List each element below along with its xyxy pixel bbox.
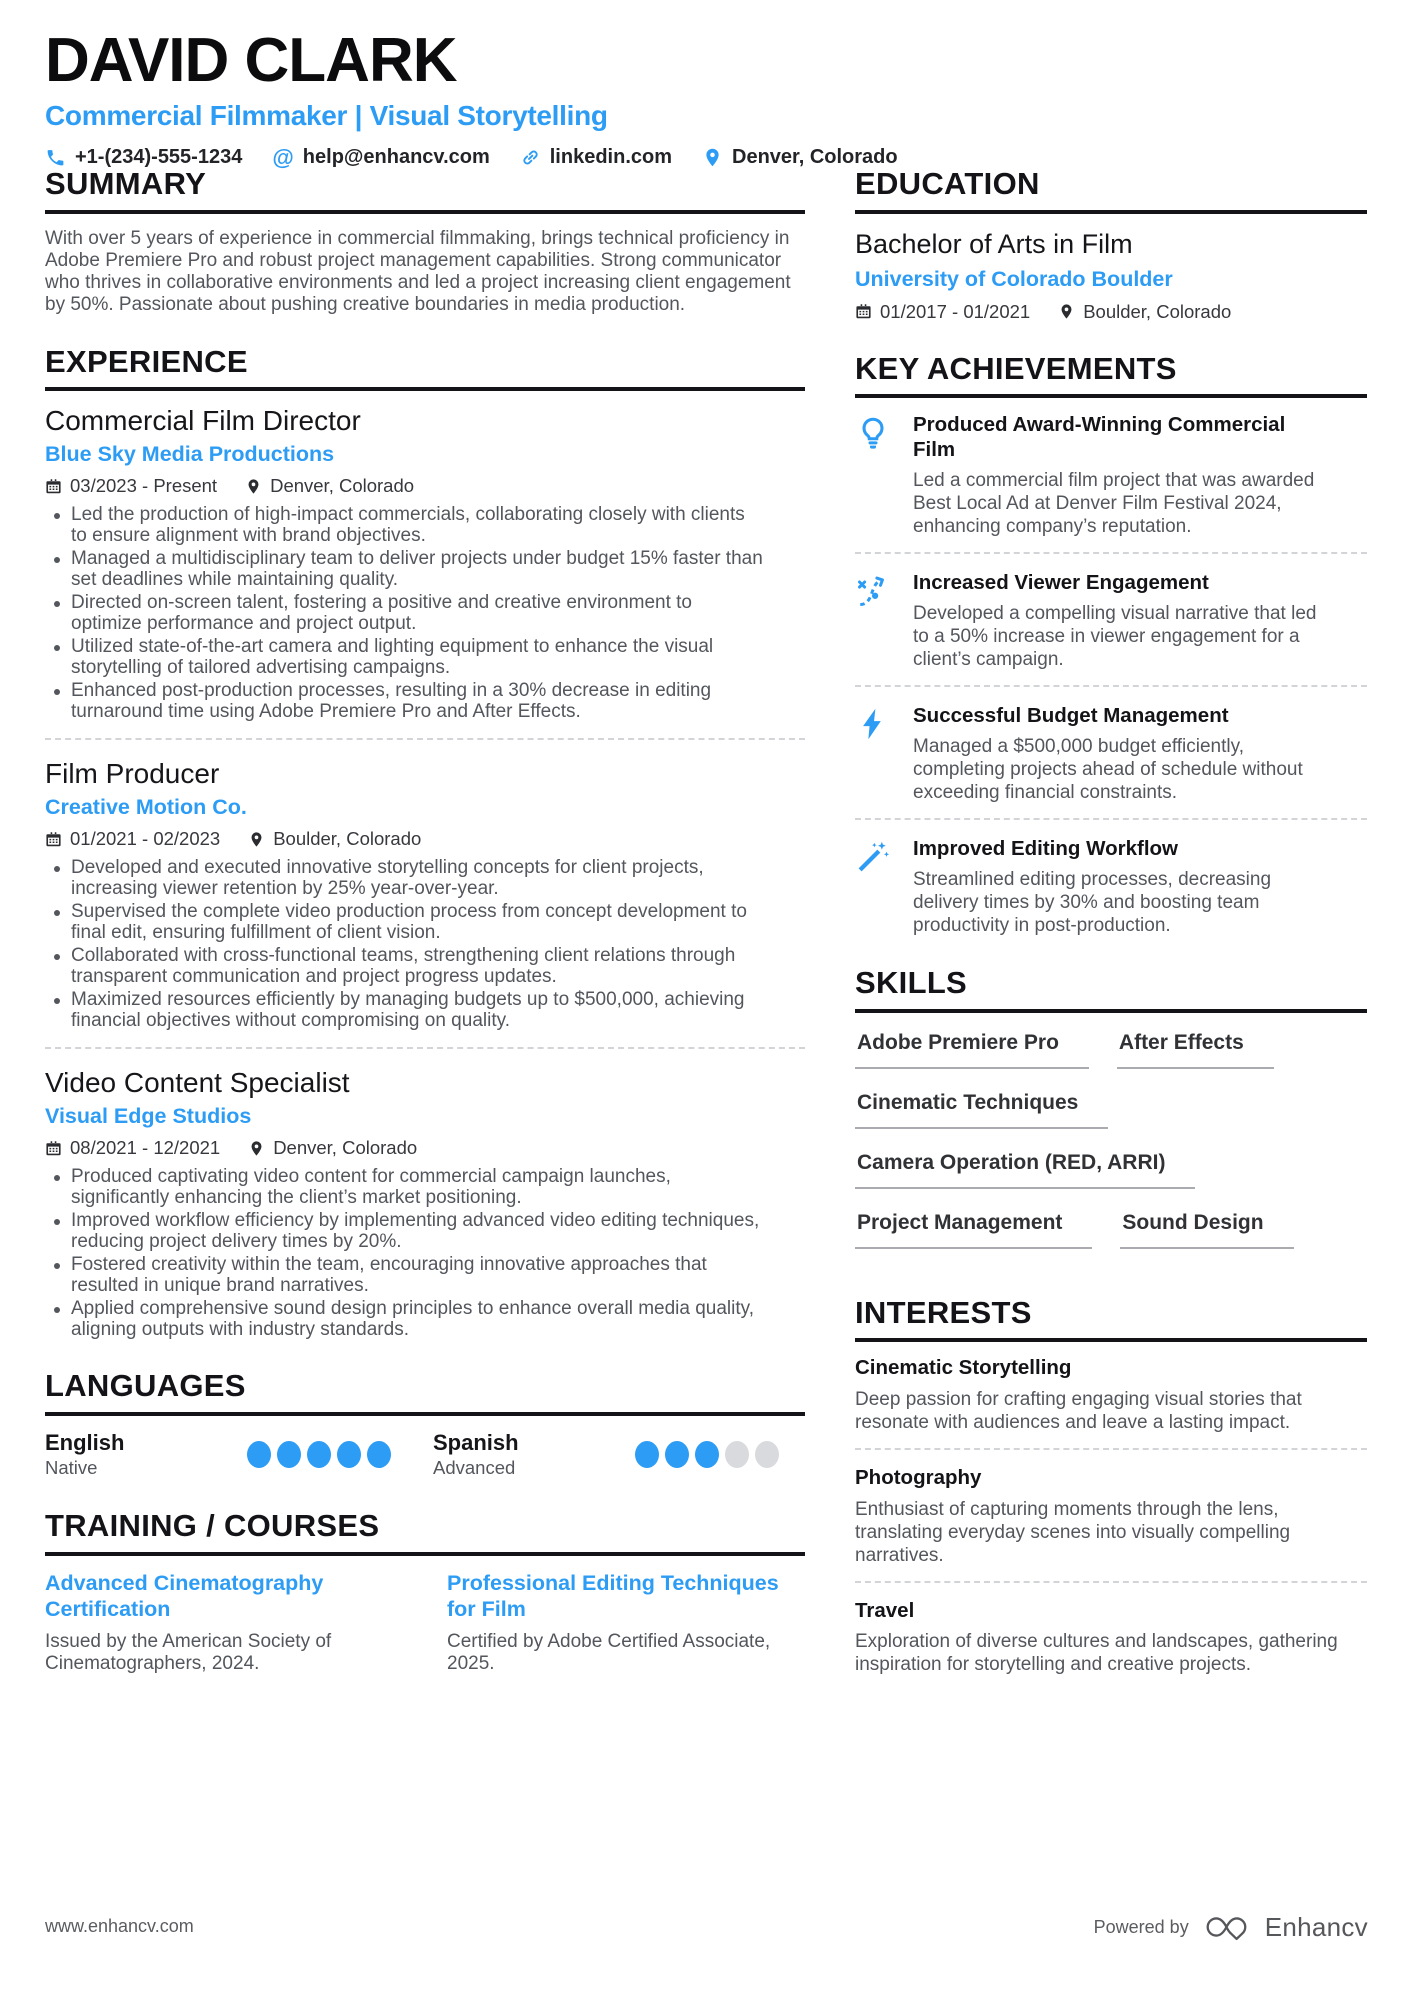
job-bullet: Developed and executed innovative storytelling concepts for client projects, increasing viewer retention by 25% year-over-year. bbox=[45, 858, 763, 899]
calendar-icon bbox=[45, 831, 62, 848]
education-location-text: Boulder, Colorado bbox=[1083, 300, 1232, 322]
language-item bbox=[433, 1430, 805, 1480]
training-item bbox=[447, 1570, 805, 1676]
skills-section bbox=[855, 967, 1367, 1267]
job-dates bbox=[45, 1137, 220, 1159]
languages-section bbox=[45, 1370, 805, 1480]
training-item bbox=[45, 1570, 403, 1676]
brand-name: Enhancv bbox=[1264, 1911, 1368, 1942]
education-school: University of Colorado Boulder bbox=[855, 266, 1173, 291]
summary-text: With over 5 years of experience in commercial filmmaking, brings technical proficiency in Adobe Premiere Pro and robust project management capabilities. Strong communicator who thrives in collaborative environments and led a project increasing client engagement by 50%. Passionate about pushing creative boundaries in media production. bbox=[45, 227, 791, 315]
achievement-description: Developed a compelling visual narrative that led to a 50% increase in viewer engagement for a client’s campaign. bbox=[913, 603, 1317, 671]
education-location bbox=[1058, 301, 1231, 323]
job-dates-text: 01/2021 - 02/2023 bbox=[70, 828, 221, 850]
contact-email-text: help@enhancv.com bbox=[302, 146, 490, 168]
contact-link[interactable] bbox=[520, 146, 672, 169]
interests-heading: INTERESTS bbox=[855, 1297, 1367, 1343]
interest-description: Enthusiast of capturing moments through the lens, translating everyday scenes into visually compelling narratives. bbox=[855, 1498, 1291, 1566]
job-bullet: Led the production of high-impact commercials, collaborating closely with clients to ensure alignment with brand objectives. bbox=[45, 505, 763, 546]
job-bullet: Improved workflow efficiency by implementing advanced video editing techniques, reducing project delivery times by 20%. bbox=[45, 1211, 763, 1252]
location-pin-icon bbox=[248, 831, 265, 848]
skill-item: After Effects bbox=[1117, 1027, 1274, 1069]
job-divider bbox=[45, 738, 805, 740]
achievement-item bbox=[855, 703, 1367, 804]
job-meta bbox=[45, 475, 805, 497]
job-bullet: Applied comprehensive sound design principles to enhance overall media quality, aligning outputs with industry standards. bbox=[45, 1299, 763, 1340]
interest-description: Deep passion for crafting engaging visual stories that resonate with audiences and leave a lasting impact. bbox=[855, 1388, 1302, 1433]
location-pin-icon bbox=[702, 147, 723, 168]
training-heading: TRAINING / COURSES bbox=[45, 1510, 805, 1556]
job-bullet: Fostered creativity within the team, encouraging innovative approaches that resulted in unique brand narratives. bbox=[45, 1255, 763, 1296]
job-location-text: Denver, Colorado bbox=[273, 1137, 418, 1159]
level-dot-filled bbox=[337, 1441, 361, 1468]
job-title: Film Producer bbox=[45, 758, 220, 790]
language-labels bbox=[45, 1430, 124, 1480]
job-dates-text: 03/2023 - Present bbox=[70, 475, 218, 497]
language-level: Native bbox=[45, 1456, 98, 1478]
education-dates bbox=[855, 301, 1030, 323]
education-dates-text: 01/2017 - 01/2021 bbox=[880, 300, 1031, 322]
skill-item: Sound Design bbox=[1120, 1207, 1293, 1249]
languages-heading: LANGUAGES bbox=[45, 1370, 805, 1416]
achievement-item bbox=[855, 412, 1367, 538]
achievement-item bbox=[855, 570, 1367, 671]
interests-section bbox=[855, 1294, 1367, 1676]
level-dot-empty bbox=[755, 1441, 779, 1468]
lightbulb-icon bbox=[855, 412, 891, 452]
achievement-title: Increased Viewer Engagement bbox=[913, 571, 1209, 595]
job-bullets bbox=[45, 1167, 805, 1340]
at-icon: @ bbox=[272, 144, 294, 170]
level-dot-filled bbox=[307, 1441, 331, 1468]
job-bullet: Produced captivating video content for commercial campaign launches, significantly enhancing the client’s market positioning. bbox=[45, 1167, 763, 1208]
job-bullet: Supervised the complete video production process from concept development to final edit, ensuring fulfillment of client vision. bbox=[45, 902, 763, 943]
level-dot-filled bbox=[367, 1441, 391, 1468]
job-divider bbox=[45, 1047, 805, 1049]
language-labels bbox=[433, 1430, 519, 1480]
training-title: Professional Editing Techniques for Film bbox=[447, 1570, 779, 1622]
job-location bbox=[248, 1137, 417, 1159]
skills-heading: SKILLS bbox=[855, 967, 1367, 1013]
language-name: English bbox=[45, 1429, 125, 1455]
language-item bbox=[45, 1430, 417, 1480]
job-dates bbox=[45, 475, 217, 497]
achievements-heading: KEY ACHIEVEMENTS bbox=[855, 353, 1367, 399]
achievement-body bbox=[913, 836, 1333, 937]
footer-branding bbox=[1094, 1911, 1368, 1943]
achievements-section bbox=[855, 350, 1367, 938]
interest-item bbox=[855, 1466, 1367, 1567]
job-company: Blue Sky Media Productions bbox=[45, 442, 335, 467]
language-level: Advanced bbox=[433, 1456, 516, 1478]
link-icon bbox=[520, 147, 541, 168]
achievement-title: Improved Editing Workflow bbox=[913, 837, 1178, 861]
language-name: Spanish bbox=[433, 1429, 519, 1455]
candidate-title: Commercial Filmmaker | Visual Storytelling bbox=[45, 100, 608, 131]
education-section bbox=[855, 168, 1367, 323]
education-degree: Bachelor of Arts in Film bbox=[855, 228, 1133, 259]
phone-icon bbox=[45, 147, 66, 168]
skill-item: Cinematic Techniques bbox=[855, 1087, 1108, 1129]
job-title: Video Content Specialist bbox=[45, 1067, 350, 1099]
skill-item: Project Management bbox=[855, 1207, 1092, 1249]
job-bullet: Directed on-screen talent, fostering a positive and creative environment to optimize performance and project output. bbox=[45, 593, 763, 634]
skill-item: Camera Operation (RED, ARRI) bbox=[855, 1147, 1195, 1189]
achievement-title: Successful Budget Management bbox=[913, 704, 1229, 728]
language-level-dots bbox=[247, 1441, 391, 1468]
job-bullet: Maximized resources efficiently by managing budgets up to $500,000, achieving financial objectives without compromising on quality. bbox=[45, 990, 763, 1031]
candidate-name: DAVID CLARK bbox=[45, 26, 457, 95]
contact-phone-text: +1-(234)-555-1234 bbox=[75, 146, 243, 168]
calendar-icon bbox=[45, 478, 62, 495]
interest-divider bbox=[855, 1581, 1367, 1583]
achievement-item bbox=[855, 836, 1367, 937]
lightning-icon bbox=[855, 703, 891, 743]
contact-link-text: linkedin.com bbox=[549, 146, 672, 168]
job-meta bbox=[45, 1137, 805, 1159]
level-dot-filled bbox=[695, 1441, 719, 1468]
training-title: Advanced Cinematography Certification bbox=[45, 1570, 324, 1622]
job-bullet: Managed a multidisciplinary team to deliver projects under budget 15% faster than set deadlines while maintaining quality. bbox=[45, 549, 763, 590]
summary-heading: SUMMARY bbox=[45, 168, 805, 214]
achievement-body bbox=[913, 570, 1333, 671]
job-bullet: Utilized state-of-the-art camera and lighting equipment to enhance the visual storytelling of tailored advertising campaigns. bbox=[45, 637, 763, 678]
powered-by-label: Powered by bbox=[1093, 1916, 1189, 1937]
job-bullet: Enhanced post-production processes, resulting in a 30% decrease in editing turnaround time using Adobe Premiere Pro and After Effects. bbox=[45, 681, 763, 722]
achievement-divider bbox=[855, 685, 1367, 687]
job-title: Commercial Film Director bbox=[45, 405, 361, 437]
achievement-title: Produced Award-Winning Commercial Film bbox=[913, 413, 1286, 462]
location-pin-icon bbox=[245, 478, 262, 495]
experience-section bbox=[45, 343, 805, 1341]
job-entry bbox=[45, 405, 805, 722]
interest-description: Exploration of diverse cultures and landscapes, gathering inspiration for storytelling and creative projects. bbox=[855, 1631, 1338, 1676]
enhancv-logo-icon bbox=[1203, 1911, 1251, 1943]
interest-item bbox=[855, 1356, 1367, 1434]
job-dates bbox=[45, 828, 220, 850]
achievement-description: Led a commercial film project that was awarded Best Local Ad at Denver Film Festival 2024, enhancing company’s reputation. bbox=[913, 470, 1315, 538]
calendar-icon bbox=[855, 303, 872, 320]
job-dates-text: 08/2021 - 12/2021 bbox=[70, 1137, 221, 1159]
trajectory-icon bbox=[855, 570, 891, 610]
contact-row bbox=[45, 146, 1367, 169]
left-column bbox=[45, 168, 805, 1675]
experience-heading: EXPERIENCE bbox=[45, 346, 805, 392]
achievement-description: Streamlined editing processes, decreasing delivery times by 30% and boosting team productivity in post-production. bbox=[913, 869, 1272, 937]
job-location bbox=[245, 475, 414, 497]
interest-divider bbox=[855, 1448, 1367, 1450]
header bbox=[45, 26, 1367, 170]
level-dot-filled bbox=[665, 1441, 689, 1468]
job-meta bbox=[45, 828, 805, 850]
education-meta bbox=[855, 301, 1367, 323]
footer-website[interactable]: www.enhancv.com bbox=[45, 1916, 194, 1936]
location-pin-icon bbox=[248, 1140, 265, 1157]
contact-email[interactable] bbox=[272, 146, 489, 169]
interest-title: Travel bbox=[855, 1598, 915, 1622]
job-location bbox=[248, 828, 421, 850]
job-bullets bbox=[45, 858, 805, 1031]
achievement-body bbox=[913, 703, 1333, 804]
job-bullets bbox=[45, 505, 805, 722]
achievement-divider bbox=[855, 818, 1367, 820]
level-dot-empty bbox=[725, 1441, 749, 1468]
location-pin-icon bbox=[1058, 303, 1075, 320]
interest-title: Photography bbox=[855, 1465, 982, 1489]
skills-list bbox=[855, 1027, 1367, 1267]
job-bullet: Collaborated with cross-functional teams, strengthening client relations through transparent communication and project progress updates. bbox=[45, 946, 763, 987]
skill-item: Adobe Premiere Pro bbox=[855, 1027, 1089, 1069]
summary-section bbox=[45, 168, 805, 316]
interest-item bbox=[855, 1599, 1367, 1677]
languages-row bbox=[45, 1430, 805, 1480]
level-dot-filled bbox=[247, 1441, 271, 1468]
wand-icon bbox=[855, 836, 891, 876]
job-entry bbox=[45, 758, 805, 1031]
level-dot-filled bbox=[277, 1441, 301, 1468]
language-level-dots bbox=[635, 1441, 779, 1468]
job-company: Visual Edge Studios bbox=[45, 1104, 252, 1129]
achievement-description: Managed a $500,000 budget efficiently, completing projects ahead of schedule without exceeding financial constraints. bbox=[913, 736, 1303, 804]
education-heading: EDUCATION bbox=[855, 168, 1367, 214]
right-column bbox=[855, 168, 1367, 1676]
achievement-body bbox=[913, 412, 1333, 538]
training-row bbox=[45, 1570, 805, 1676]
achievement-divider bbox=[855, 552, 1367, 554]
training-description: Issued by the American Society of Cinematographers, 2024. bbox=[45, 1631, 332, 1675]
calendar-icon bbox=[45, 1140, 62, 1157]
job-company: Creative Motion Co. bbox=[45, 795, 247, 820]
level-dot-filled bbox=[635, 1441, 659, 1468]
contact-location-text: Denver, Colorado bbox=[732, 146, 898, 168]
job-location-text: Denver, Colorado bbox=[270, 475, 415, 497]
training-section bbox=[45, 1510, 805, 1675]
job-location-text: Boulder, Colorado bbox=[273, 828, 422, 850]
interest-title: Cinematic Storytelling bbox=[855, 1356, 1072, 1380]
training-description: Certified by Adobe Certified Associate, 2025. bbox=[447, 1631, 771, 1675]
job-entry bbox=[45, 1067, 805, 1340]
